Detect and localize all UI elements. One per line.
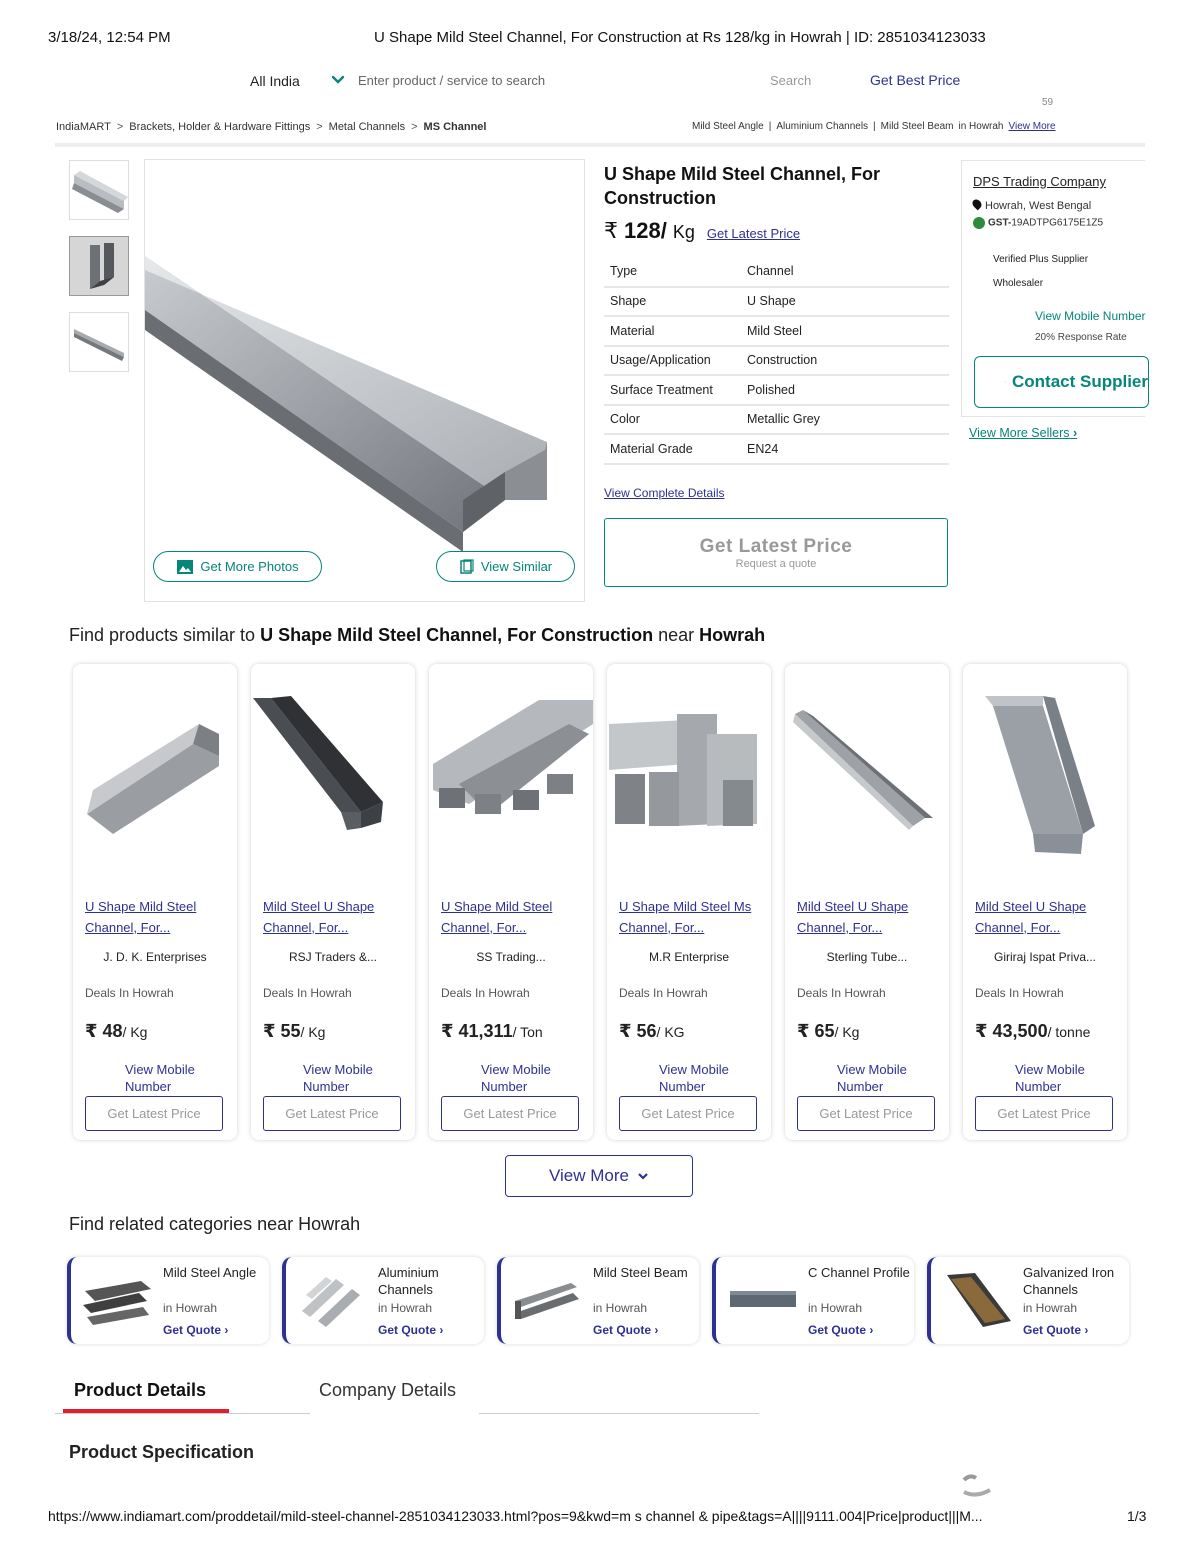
- similar-product-price: [797, 1021, 859, 1042]
- similar-product-image[interactable]: [429, 694, 593, 859]
- category-location: in Howrah: [593, 1301, 648, 1315]
- similar-product-card[interactable]: [429, 664, 593, 1140]
- category-location: in Howrah: [1023, 1301, 1078, 1315]
- product-thumbnail[interactable]: [69, 312, 129, 372]
- similar-product-company[interactable]: SS Trading...: [476, 950, 546, 964]
- seller-name-link[interactable]: DPS Trading Company: [973, 174, 1106, 189]
- print-date: 3/18/24, 12:54 PM: [48, 29, 171, 46]
- location-pin-icon: [971, 198, 984, 211]
- chevron-down-icon: [637, 1171, 649, 1181]
- spec-row: [604, 287, 949, 317]
- image-icon: [176, 559, 194, 575]
- similar-product-deals: Deals In Howrah: [441, 986, 530, 1000]
- chevron-right-icon: ›: [439, 1323, 444, 1337]
- similar-product-image[interactable]: [785, 694, 949, 859]
- related-links: Mild Steel Angle | Aluminium Channels | Mild Steel Beam in Howrah View More: [692, 121, 1056, 132]
- category-location: in Howrah: [808, 1301, 863, 1315]
- similar-product-card[interactable]: [251, 664, 415, 1140]
- get-quote-link[interactable]: [593, 1323, 658, 1337]
- similar-product-image[interactable]: [73, 694, 237, 859]
- cta-title: Get Latest Price: [699, 535, 853, 557]
- get-best-price-link[interactable]: Get Best Price: [870, 72, 961, 88]
- get-quote-link[interactable]: [808, 1323, 873, 1337]
- get-latest-price-link[interactable]: Get Latest Price: [706, 226, 801, 241]
- seller-location-text: Howrah, West Bengal: [985, 200, 1092, 212]
- chevron-right-icon: ›: [654, 1323, 659, 1337]
- price-unit: / Ton: [512, 1024, 543, 1040]
- similar-product-price: [619, 1021, 685, 1042]
- product-thumbnail[interactable]: [69, 160, 129, 220]
- similar-product-deals: Deals In Howrah: [263, 986, 352, 1000]
- spec-row: [604, 316, 949, 346]
- similar-product-price: [85, 1021, 147, 1042]
- similar-product-title[interactable]: U Shape Mild Steel Ms Channel, For...: [619, 899, 752, 935]
- product-thumbnail[interactable]: [69, 236, 129, 296]
- spec-key: Color: [604, 405, 741, 435]
- similar-product-card[interactable]: [73, 664, 237, 1140]
- contact-supplier-button[interactable]: [974, 356, 1149, 408]
- spec-key: Surface Treatment: [604, 375, 741, 405]
- price-unit: / Kg: [122, 1024, 148, 1040]
- similar-products-heading: [69, 625, 765, 646]
- category-image: [81, 1271, 155, 1329]
- similar-product-company[interactable]: J. D. K. Enterprises: [103, 950, 207, 964]
- price-value: 128/: [624, 218, 667, 243]
- category-card[interactable]: [282, 1257, 484, 1344]
- view-more-label: View More: [549, 1166, 629, 1185]
- divider: [55, 1413, 310, 1414]
- category-card[interactable]: [497, 1257, 699, 1344]
- price-unit: / KG: [656, 1024, 685, 1040]
- chevron-right-icon: ›: [224, 1323, 229, 1337]
- location-select[interactable]: All India: [250, 73, 300, 89]
- price-value: ₹ 56: [619, 1021, 657, 1041]
- category-name: Mild Steel Beam: [593, 1265, 688, 1280]
- spec-row: [604, 346, 949, 376]
- seller-tag: Wholesaler: [993, 278, 1044, 289]
- price-unit: / Kg: [300, 1024, 326, 1040]
- similar-icon: [459, 559, 475, 575]
- similar-product-title[interactable]: U Shape Mild Steel Channel, For...: [85, 899, 197, 935]
- get-quote-link[interactable]: [1023, 1323, 1088, 1337]
- spec-row: [604, 405, 949, 435]
- price-unit: / Kg: [834, 1024, 860, 1040]
- get-latest-price-button[interactable]: Get Latest Price: [619, 1096, 757, 1131]
- view-similar-button[interactable]: [436, 551, 575, 582]
- get-latest-price-button[interactable]: Get Latest Price: [263, 1096, 401, 1131]
- contact-supplier-label: Contact Supplier: [1011, 372, 1148, 391]
- notification-count: 59: [1042, 97, 1054, 108]
- get-quote-label: Get Quote: [1023, 1323, 1082, 1337]
- breadcrumb: [56, 121, 486, 133]
- similar-product-title[interactable]: Mild Steel U Shape Channel, For...: [263, 899, 375, 935]
- view-more-sellers-link[interactable]: [969, 426, 1077, 440]
- product-price: [604, 218, 800, 244]
- spec-value: Polished: [741, 375, 949, 405]
- breadcrumb-item-current: MS Channel: [423, 121, 487, 133]
- related-view-more-link[interactable]: View More: [1008, 121, 1056, 132]
- seller-response-rate: 20% Response Rate: [1035, 332, 1127, 343]
- related-link[interactable]: Aluminium Channels: [776, 121, 869, 132]
- spec-value: U Shape: [741, 287, 949, 317]
- get-latest-price-button[interactable]: Get Latest Price: [85, 1096, 223, 1131]
- search-button[interactable]: Search: [770, 73, 812, 88]
- view-more-sellers-label: View More Sellers: [969, 426, 1070, 440]
- related-categories-heading: Find related categories near Howrah: [69, 1214, 361, 1234]
- category-image: [511, 1271, 585, 1329]
- similar-product-card[interactable]: [607, 664, 771, 1140]
- spec-key: Shape: [604, 287, 741, 317]
- scroll-top-icon[interactable]: [956, 1470, 1002, 1500]
- spec-value: Metallic Grey: [741, 405, 949, 435]
- view-mobile-link[interactable]: View Mobile Number: [659, 1062, 729, 1094]
- seller-view-mobile-link[interactable]: View Mobile Number: [1035, 309, 1146, 323]
- get-quote-label: Get Quote: [378, 1323, 437, 1337]
- view-mobile-link[interactable]: View Mobile Number: [1015, 1062, 1085, 1094]
- get-more-photos-label: Get More Photos: [200, 559, 299, 574]
- seller-tag: Verified Plus Supplier: [993, 254, 1089, 265]
- similar-product-company[interactable]: M.R Enterprise: [648, 950, 730, 964]
- related-link[interactable]: Mild Steel Angle: [692, 121, 764, 132]
- similar-product-title[interactable]: Mild Steel U Shape Channel, For...: [797, 899, 909, 935]
- cta-subtitle: Request a quote: [735, 557, 817, 570]
- search-input[interactable]: Enter product / service to search: [358, 73, 546, 88]
- price-value: ₹ 55: [263, 1021, 301, 1041]
- similar-product-card[interactable]: [963, 664, 1127, 1140]
- spec-row: [604, 375, 949, 405]
- spec-value: Construction: [741, 346, 949, 376]
- spec-key: Material Grade: [604, 434, 741, 464]
- spec-row: [604, 434, 949, 464]
- breadcrumb-separator: >: [316, 121, 323, 133]
- divider: [479, 1413, 759, 1414]
- view-similar-label: View Similar: [480, 559, 553, 574]
- similar-product-price: [441, 1021, 543, 1042]
- breadcrumb-item[interactable]: IndiaMART: [56, 121, 111, 133]
- category-card[interactable]: [67, 1257, 269, 1344]
- similar-product-title[interactable]: U Shape Mild Steel Channel, For...: [441, 899, 553, 935]
- breadcrumb-item[interactable]: Metal Channels: [328, 121, 406, 133]
- category-location: in Howrah: [378, 1301, 433, 1315]
- price-unit: Kg: [672, 222, 695, 242]
- get-quote-label: Get Quote: [808, 1323, 867, 1337]
- breadcrumb-item[interactable]: Brackets, Holder & Hardware Fittings: [129, 121, 311, 133]
- similar-product-company[interactable]: Giriraj Ispat Priva...: [993, 950, 1097, 964]
- get-quote-label: Get Quote: [163, 1323, 222, 1337]
- spec-key: Usage/Application: [604, 346, 741, 376]
- get-quote-link[interactable]: [378, 1323, 443, 1337]
- similar-product-deals: Deals In Howrah: [797, 986, 886, 1000]
- breadcrumb-separator: >: [116, 121, 124, 133]
- similar-product-price: [263, 1021, 325, 1042]
- product-main-image[interactable]: [144, 159, 585, 602]
- get-latest-price-button[interactable]: Get Latest Price: [975, 1096, 1113, 1131]
- category-name: Mild Steel Angle: [163, 1265, 257, 1280]
- product-title: U Shape Mild Steel Channel, For Construction: [604, 164, 881, 208]
- similar-heading-product: U Shape Mild Steel Channel, For Construction: [260, 625, 654, 645]
- product-specification-heading: Product Specification: [69, 1442, 255, 1462]
- chevron-right-icon: ›: [1084, 1323, 1089, 1337]
- chevron-right-icon: ›: [869, 1323, 874, 1337]
- view-complete-details-link[interactable]: View Complete Details: [604, 486, 725, 500]
- gst-icon: [973, 217, 985, 229]
- print-title: U Shape Mild Steel Channel, For Construction at Rs 128/kg in Howrah | ID: 2851034123033: [374, 29, 986, 46]
- similar-product-card[interactable]: [785, 664, 949, 1140]
- send-icon: [1005, 374, 1006, 390]
- category-image: [941, 1271, 1015, 1329]
- get-quote-link[interactable]: [163, 1323, 228, 1337]
- similar-heading-city: Howrah: [699, 625, 766, 645]
- view-mobile-link[interactable]: View Mobile Number: [303, 1062, 373, 1094]
- get-latest-price-button[interactable]: [604, 518, 948, 587]
- get-more-photos-button[interactable]: [153, 551, 322, 582]
- print-url: https://www.indiamart.com/proddetail/mild-steel-channel-2851034123033.html?pos=9&kwd=m s channel & pipe&tags=A||||9111.004|Price|product|||M...: [48, 1508, 983, 1524]
- similar-product-image[interactable]: [251, 694, 415, 859]
- category-card[interactable]: [927, 1257, 1129, 1344]
- chevron-right-icon: ›: [1073, 426, 1078, 440]
- currency-symbol: ₹: [604, 218, 618, 243]
- divider: [55, 143, 1145, 147]
- seller-gst: [973, 217, 1103, 229]
- price-value: ₹ 41,311: [441, 1021, 513, 1041]
- gst-label: GST-: [988, 217, 1012, 229]
- spec-key: Material: [604, 316, 741, 346]
- price-value: ₹ 65: [797, 1021, 835, 1041]
- price-value: ₹ 48: [85, 1021, 123, 1041]
- similar-product-image[interactable]: [607, 694, 771, 859]
- view-mobile-link[interactable]: View Mobile Number: [481, 1062, 551, 1094]
- spec-value: Channel: [741, 257, 949, 287]
- category-name: C Channel Profile: [808, 1265, 910, 1280]
- spec-value: EN24: [741, 434, 949, 464]
- related-link[interactable]: Mild Steel Beam: [880, 121, 954, 132]
- similar-heading-prefix: Find products similar to: [69, 625, 261, 645]
- spec-key: Type: [604, 257, 741, 287]
- category-image: [296, 1271, 370, 1329]
- category-location: in Howrah: [163, 1301, 218, 1315]
- tab-product-details[interactable]: Product Details: [74, 1380, 207, 1400]
- get-latest-price-button[interactable]: Get Latest Price: [441, 1096, 579, 1131]
- similar-product-company[interactable]: RSJ Traders &...: [288, 950, 378, 964]
- similar-product-price: [975, 1021, 1090, 1042]
- tab-company-details[interactable]: Company Details: [319, 1380, 457, 1400]
- get-latest-price-button[interactable]: Get Latest Price: [797, 1096, 935, 1131]
- breadcrumb-separator: >: [411, 121, 418, 133]
- chevron-down-icon[interactable]: [330, 72, 346, 88]
- similar-product-deals: Deals In Howrah: [975, 986, 1064, 1000]
- price-unit: / tonne: [1047, 1024, 1091, 1040]
- similar-product-image[interactable]: [963, 694, 1127, 859]
- category-image: [726, 1271, 800, 1329]
- spec-row: [604, 257, 949, 287]
- category-card[interactable]: [712, 1257, 914, 1344]
- view-more-button[interactable]: [505, 1155, 693, 1197]
- view-mobile-link[interactable]: View Mobile Number: [837, 1062, 907, 1094]
- similar-product-title[interactable]: Mild Steel U Shape Channel, For...: [975, 899, 1087, 935]
- similar-product-deals: Deals In Howrah: [619, 986, 708, 1000]
- similar-product-company[interactable]: Sterling Tube...: [826, 950, 908, 964]
- spec-table: [604, 257, 949, 465]
- price-value: ₹ 43,500: [975, 1021, 1048, 1041]
- print-page-number: 1/3: [1127, 1508, 1147, 1524]
- view-mobile-link[interactable]: View Mobile Number: [125, 1062, 195, 1094]
- seller-location: [973, 199, 1091, 212]
- category-name: Aluminium Channels: [378, 1265, 439, 1297]
- spec-value: Mild Steel: [741, 316, 949, 346]
- gst-number: 19ADTPG6175E1Z5: [1011, 217, 1104, 229]
- similar-heading-near: near: [653, 625, 700, 645]
- related-link[interactable]: in Howrah: [958, 121, 1004, 132]
- similar-product-deals: Deals In Howrah: [85, 986, 174, 1000]
- get-quote-label: Get Quote: [593, 1323, 652, 1337]
- category-name: Galvanized Iron Channels: [1023, 1265, 1115, 1297]
